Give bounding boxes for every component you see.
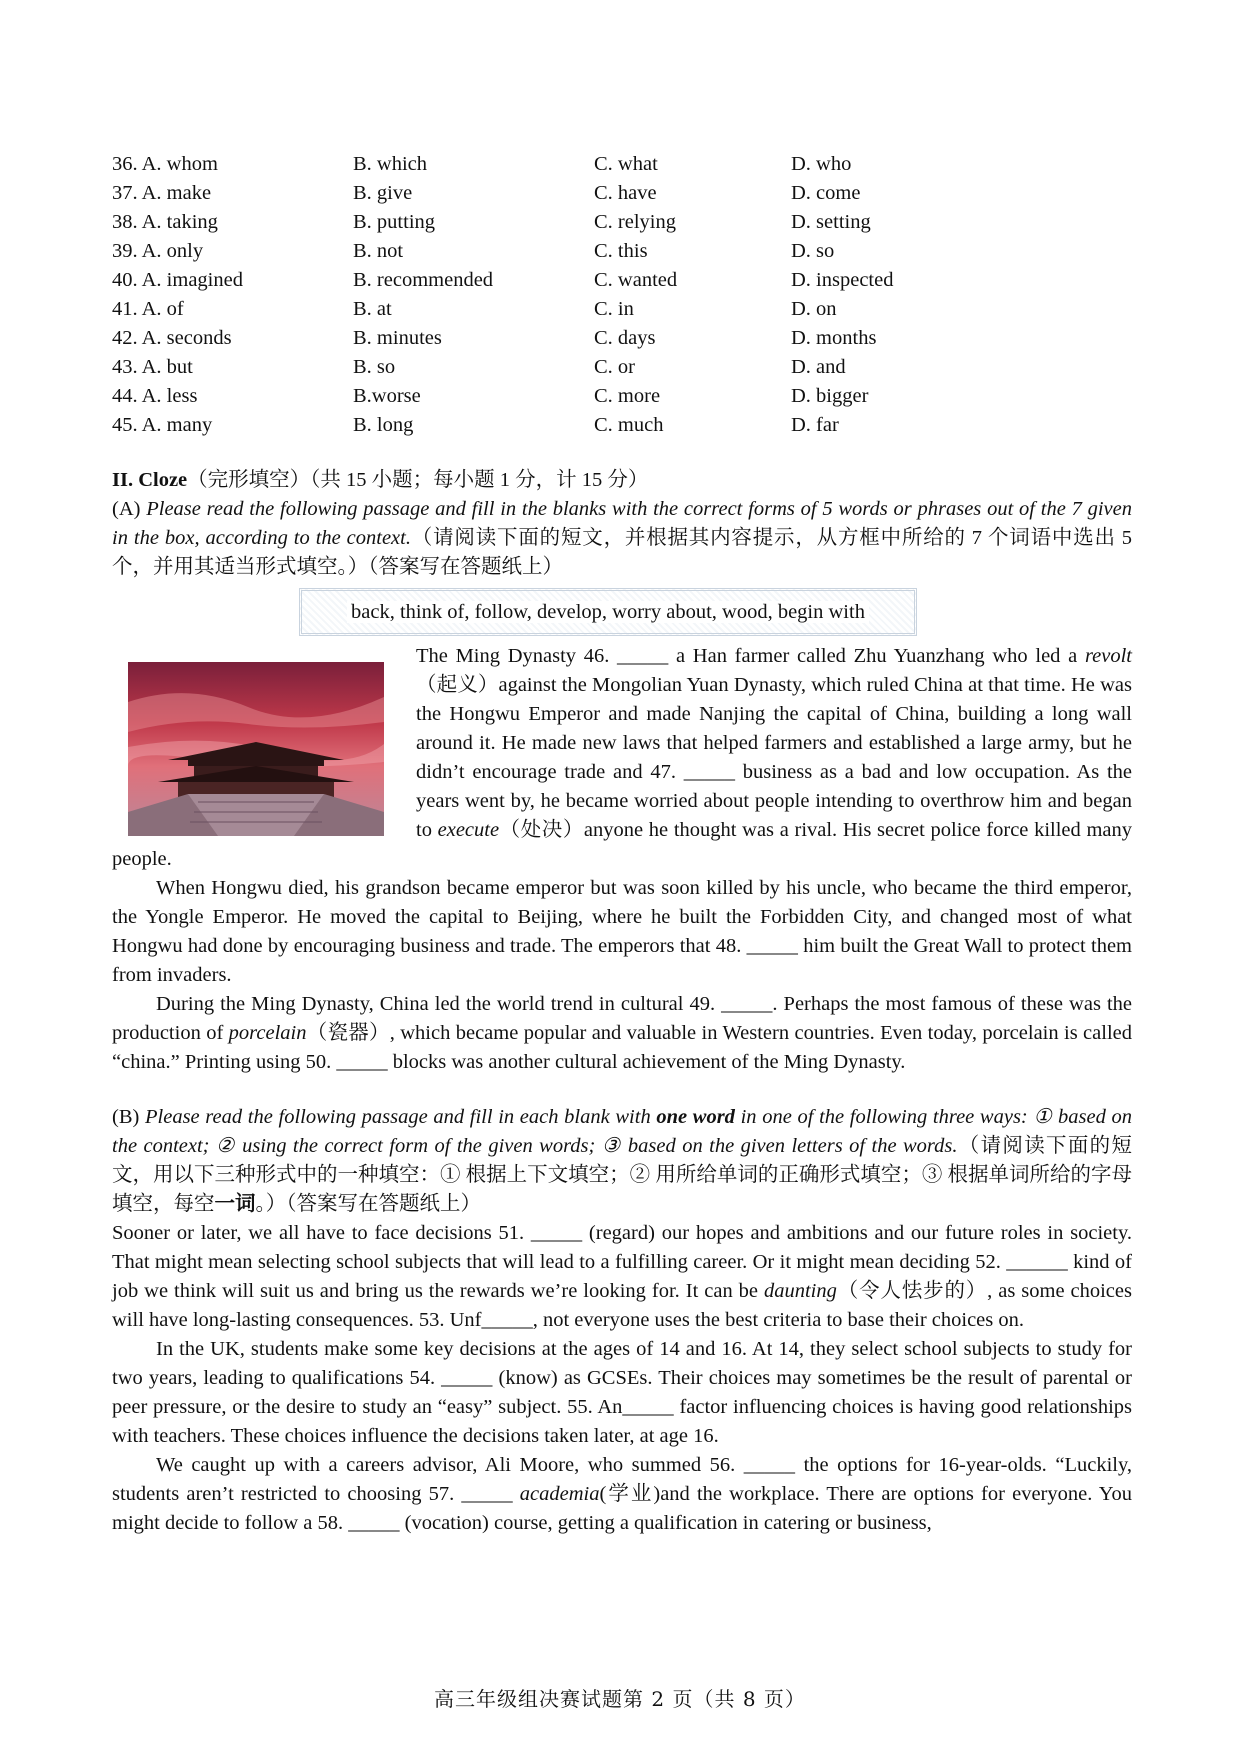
instruction-b-cn-bold: 一词 [214,1193,256,1215]
option-c: C. in [594,298,634,320]
option-d: D. setting [791,211,871,233]
text-run: During the Ming Dynasty, China led the world trend in cultural 49. _____. Perhaps the most famous of these was the production of [112,993,1132,1044]
option-c: C. relying [594,211,676,233]
option-row [112,266,1132,295]
passage-b-para-2: In the UK, students make some key decisions at the ages of 14 and 16. At 14, they select school subjects to study for two years, leading to qualifications 54. _____ (know) as GCSEs. Their choices may sometimes be the result of parental or peer pressure, or the desire to study an “easy” subject. 55. An_____ factor influencing choices is having good relationships with teachers. These choices influence the decisions taken later, at age 16. [112,1338,1132,1447]
option-a: 37. A. make [112,182,212,204]
option-a: 45. A. many [112,414,213,436]
option-c: C. this [594,240,648,262]
italic-term: academia [519,1483,600,1505]
option-d: D. and [791,356,846,378]
italic-term: revolt [1084,645,1132,667]
option-b: B. so [353,356,396,378]
option-a: 40. A. imagined [112,269,243,291]
option-row [112,237,1132,266]
option-d: D. inspected [791,269,894,291]
instruction-a-en: Please read the following passage and fill in the blanks with the correct forms of 5 words or phrases out of the 7 given in the box, according to the context. [112,498,1132,549]
passage-a-para-2: When Hongwu died, his grandson became emperor but was soon killed by his uncle, who became the third emperor, the Yongle Emperor. He moved the capital to Beijing, where he built the Forbidden City, and changed most of what Hongwu had done by encouraging business and trade. The emperors that 48. _____ him built the Great Wall to protect them from invaders. [112,877,1132,986]
instruction-a [112,495,1132,582]
text-run: We caught up with a careers advisor, Ali Moore, who summed 56. _____ the options for 16-year-olds. “Luckily, students aren’t restricted to choosing 57. _____ [112,1454,1132,1505]
option-c: C. wanted [594,269,678,291]
passage-b-para-1 [112,1219,1132,1335]
text-run: （起义）against the Mongolian Yuan Dynasty, which ruled China at that time. He was the Hongwu Emperor and made Nanjing the capital of China, building a long wall around it. He made new laws that helped farmers and established a large army, but he didn’t encourage trade and 47. _____ business as a bad and low occupation. As the years went by, he became worried about people intending to overthrow him and began to [416,674,1132,841]
option-row [112,150,1132,179]
option-b: B. minutes [353,327,442,349]
text-run: (学业)and the workplace. There are options for everyone. You might decide to follow a 58. _____ (vocation) course, getting a qualification in catering or business, [112,1483,1132,1534]
option-b: B. give [353,182,413,204]
section-title-rest: （完形填空）（共 15 小题；每小题 1 分，计 15 分） [187,469,649,491]
instruction-b [112,1103,1132,1219]
option-b: B. putting [353,211,436,233]
instruction-b-cn: （请阅读下面的短文，用以下三种形式中的一种填空：① 根据上下文填空；② 用所给单词的正确形式填空；③ 根据单词所给的字母填空，每空 [112,1135,1132,1215]
option-row [112,208,1132,237]
option-c: C. much [594,414,664,436]
option-b: B.worse [353,385,421,407]
option-c: C. more [594,385,661,407]
option-b: B. at [353,298,392,320]
instruction-b-bold: one word [656,1106,735,1128]
passage-b-para-3 [112,1451,1132,1538]
forbidden-city-image [128,662,384,836]
option-row [112,411,1132,440]
italic-term: execute [437,819,500,841]
option-d: D. bigger [791,385,869,407]
italic-term: porcelain [228,1022,307,1044]
option-a: 38. A. taking [112,211,218,233]
italic-term: daunting [763,1280,837,1302]
instruction-b-en: in one of the following three ways: ① based on the context; ② using the correct form of the given words; ③ based on the given letters of the words. [112,1106,1132,1157]
option-b: B. recommended [353,269,494,291]
option-row [112,353,1132,382]
option-b: B. long [353,414,414,436]
option-d: D. so [791,240,835,262]
option-d: D. far [791,414,839,436]
option-a: 43. A. but [112,356,193,378]
text-run: （瓷器）, which became popular and valuable in Western countries. Even today, porcelain is called “china.” Printing using 50. _____ blocks was another cultural achievement of the Ming Dynasty. [112,1022,1132,1073]
text-run: （处决）anyone he thought was a rival. His secret police force killed many people. [112,819,1132,870]
option-row [112,295,1132,324]
text-run: The Ming Dynasty 46. _____ a Han farmer called Zhu Yuanzhang who led a [416,645,1085,667]
option-c: C. have [594,182,657,204]
option-d: D. come [791,182,861,204]
option-row [112,382,1132,411]
option-a: 44. A. less [112,385,198,407]
option-row [112,179,1132,208]
option-row [112,324,1132,353]
instruction-b-label: (B) [112,1106,145,1128]
instruction-b-cn: 。）（答案写在答题纸上） [255,1193,481,1215]
passage-a-para-3 [112,990,1132,1077]
option-a: 39. A. only [112,240,204,262]
passage-a [112,642,1132,1077]
option-d: D. months [791,327,877,349]
option-c: C. days [594,327,656,349]
option-a: 36. A. whom [112,153,218,175]
instruction-b-en: Please read the following passage and fill in each blank with [145,1106,657,1128]
option-b: B. not [353,240,404,262]
page-footer: 高三年级组决赛试题第 2 页（共 8 页） [434,1687,806,1711]
instruction-a-cn: （请阅读下面的短文，并根据其内容提示，从方框中所给的 7 个词语中选出 5 个，并用其适当形式填空。）（答案写在答题纸上） [112,527,1132,578]
exam-page [112,150,1132,1538]
option-d: D. on [791,298,837,320]
word-box-text: back, think of, follow, develop, worry about, wood, begin with [347,601,869,623]
word-box [299,588,917,636]
text-run: Sooner or later, we all have to face decisions 51. _____ (regard) our hopes and ambitions and our future roles in society. That might mean selecting school subjects that will lead to a fulfilling career. Or it might mean deciding 52. ______ kind of job we think will suit us and bring us the rewards we’re looking for. It can be [112,1222,1132,1302]
section-title [112,466,1132,495]
instruction-a-label: (A) [112,498,147,520]
option-c: C. what [594,153,658,175]
option-c: C. or [594,356,635,378]
option-a: 42. A. seconds [112,327,232,349]
option-a: 41. A. of [112,298,184,320]
text-run: （令人怯步的）, as some choices will have long-lasting consequences. 53. Unf_____, not everyone uses the best criteria to base their choices on. [112,1280,1132,1331]
options-table [112,150,1132,440]
option-b: B. which [353,153,428,175]
option-d: D. who [791,153,852,175]
section-title-bold: II. Cloze [112,469,188,491]
